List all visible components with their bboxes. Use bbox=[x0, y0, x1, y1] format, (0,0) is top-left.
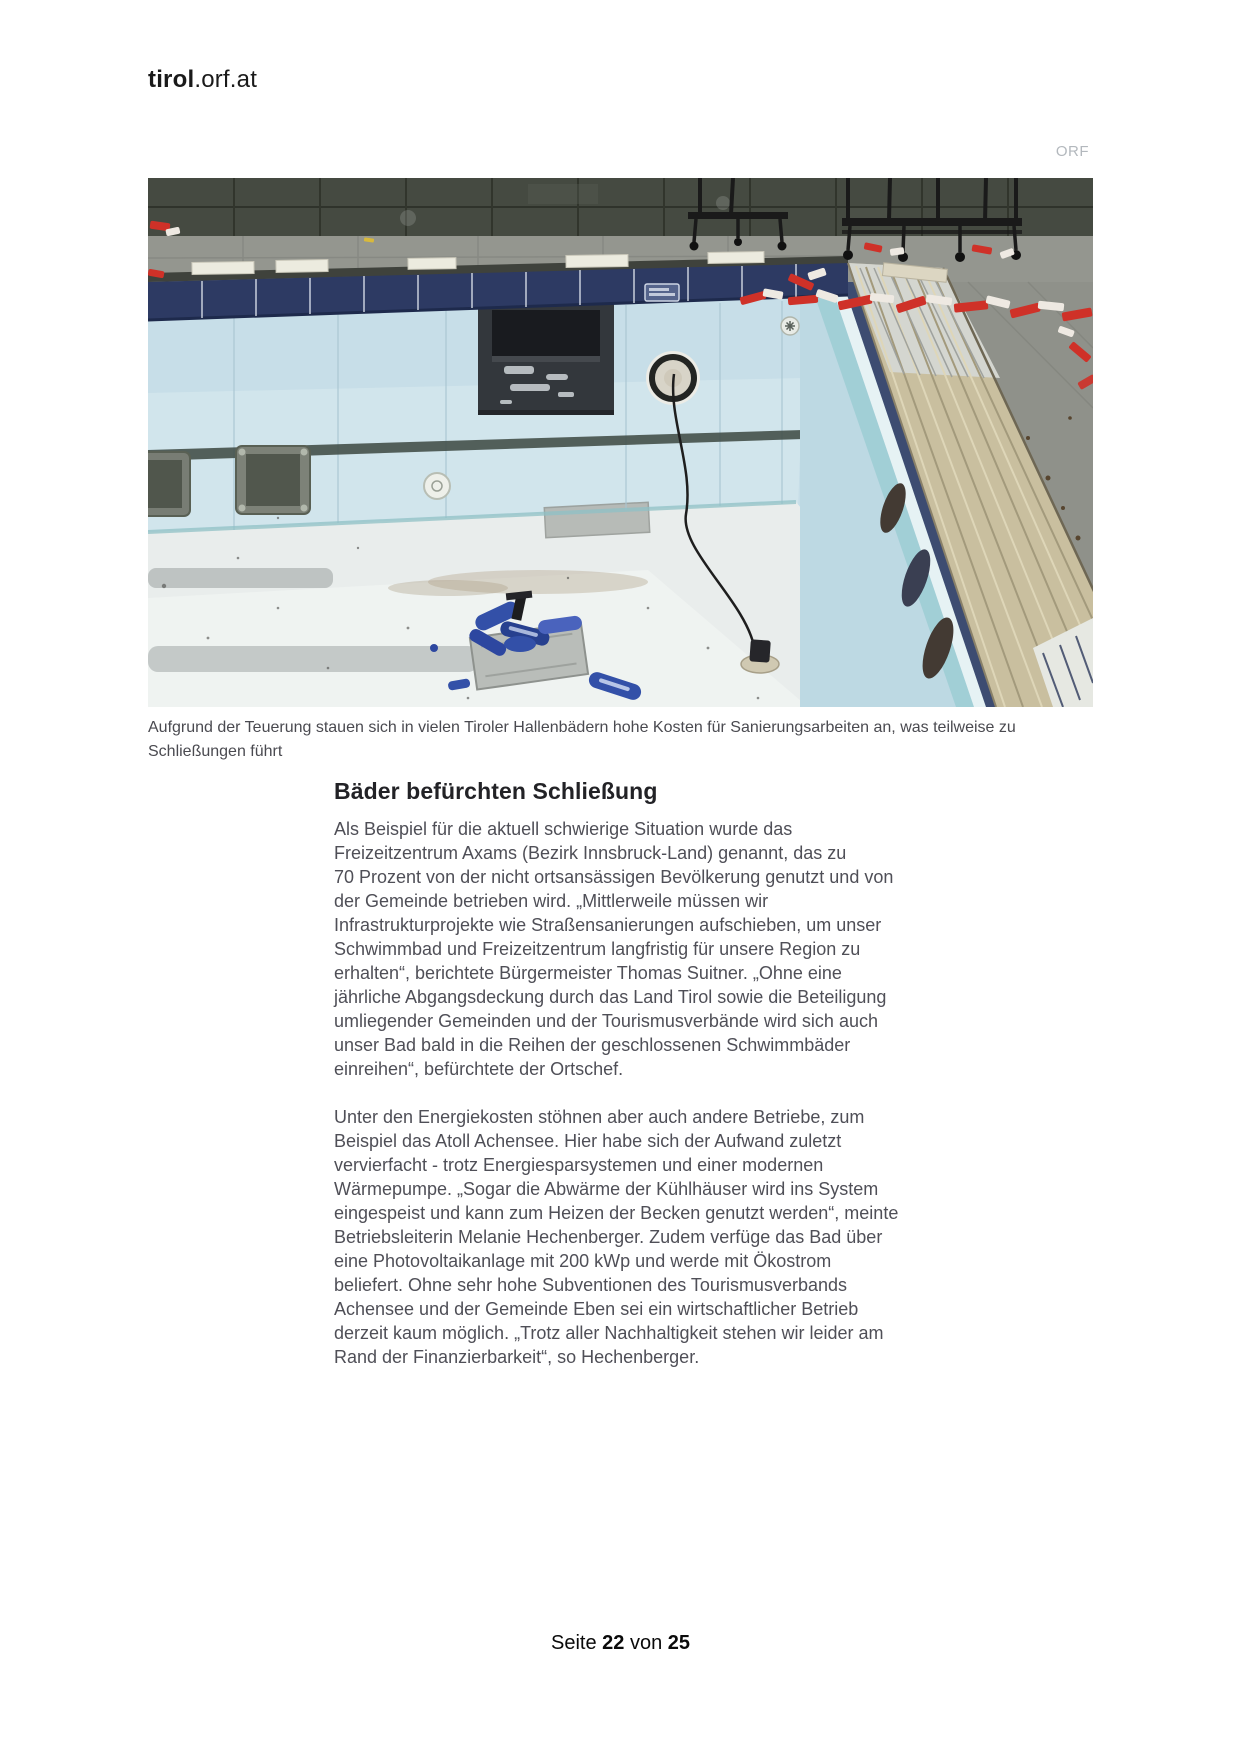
recessed-skimmer-box bbox=[478, 302, 614, 415]
footer-of-label: von bbox=[629, 1632, 663, 1654]
article-photo bbox=[148, 178, 1093, 707]
site-brand-bold: tirol bbox=[148, 66, 195, 93]
footer-total-pages: 25 bbox=[667, 1632, 691, 1654]
article-heading: Bäder befürchten Schließung bbox=[334, 778, 658, 804]
footer-page-label: Seite bbox=[550, 1632, 597, 1654]
photo-credit: ORF bbox=[1055, 143, 1089, 160]
photo-caption: Aufgrund der Teuerung stauen sich in vielen Tiroler Hallenbädern hohe Kosten für Sanierungsarbeiten an, was teilweise zu Schließungen führt bbox=[148, 719, 1016, 760]
upper-wall-tiles bbox=[148, 178, 1093, 236]
wall-disc-fitting bbox=[424, 473, 450, 499]
tile-plaque bbox=[645, 284, 679, 301]
wall-marker bbox=[781, 317, 799, 335]
empty-pool-illustration bbox=[148, 178, 1093, 707]
article-paragraph-1: Als Beispiel für die aktuell schwierige Situation wurde das Freizeitzentrum Axams (Bezirk Innsbruck-Land) genannt, das zu 70 Prozent von der nicht ortsansässigen Bevölkerung genutzt und von der Gemeinde betrieben wird. „Mittlerweile müssen wir Infrastrukturprojekte wie Straßensanierungen aufschieben, um unser Schwimmbad und Freizeitzentrum langfristig für unsere Region zu erhalten“, berichtete Bürgermeister Thomas Suitner. „Ohne eine jährliche Abgangsdeckung durch das Land Tirol sowie die Beteiligung umliegender Gemeinden und der Tourismusverbände wird sich auch unser Bad bald in die Reihen der geschlossenen Schwimmbäder einreihen“, befürchtete der Ortschef. bbox=[334, 819, 894, 1079]
article-paragraph-2: Unter den Energiekosten stöhnen aber auch andere Betriebe, zum Beispiel das Atoll Achensee. Hier habe sich der Aufwand zuletzt vervierfacht - trotz Energiesparsystemen und einer modernen Wärmepumpe. „Sogar die Abwärme der Kühlhäuser wird ins System eingespeist und kann zum Heizen der Becken genutzt werden“, meinte Betriebsleiterin Melanie Hechenberger. Zudem verfüge das Bad über eine Photovoltaikanlage mit 200 kWp und werde mit Ökostrom beliefert. Ohne sehr hohe Subventionen des Tourismusverbands Achensee und der Gemeinde Eben sei ein wirtschaftlicher Betrieb derzeit kaum möglich. „Trotz aller Nachhaltigkeit stehen wir leider am Rand der Finanzierbarkeit“, so Hechenberger. bbox=[334, 1107, 899, 1367]
page-footer bbox=[0, 1632, 1241, 1655]
article-body bbox=[334, 777, 974, 1393]
site-brand bbox=[148, 66, 257, 94]
footer-page-number: 22 bbox=[602, 1632, 625, 1654]
site-brand-rest: .orf.at bbox=[194, 66, 258, 93]
